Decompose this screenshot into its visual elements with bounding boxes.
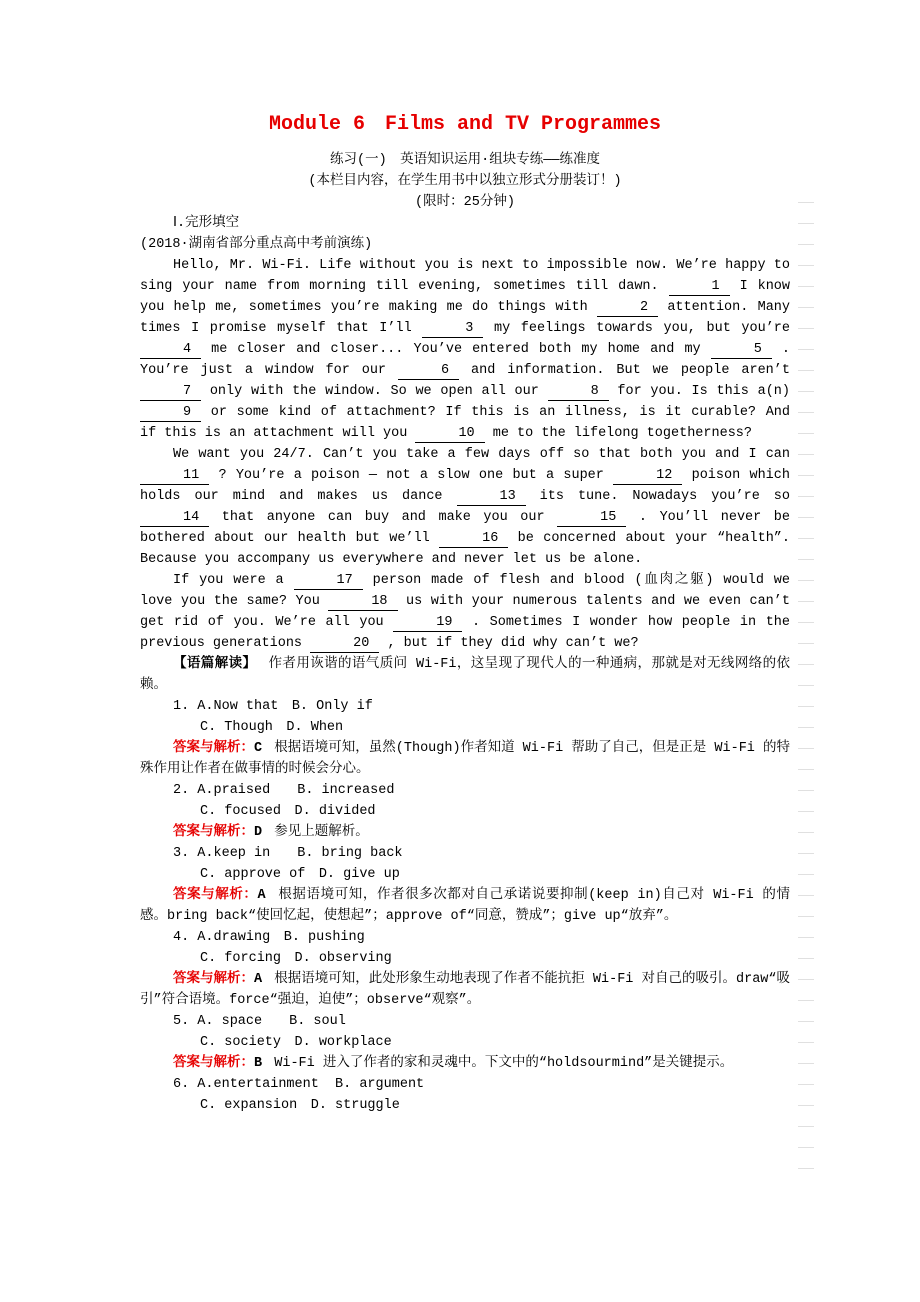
question-3	[140, 843, 790, 927]
scan-artifact-dots	[798, 202, 814, 1187]
question-1-options-cd: C. Though D. When	[200, 720, 344, 735]
cloze-blank: 11	[140, 467, 209, 485]
subtitle-exercise: 练习(一) 英语知识运用·组块专练——练准度	[329, 153, 600, 168]
cloze-blank: 10	[415, 425, 484, 443]
analysis-text: 作者用诙谐的语气质问 Wi-Fi，这呈现了现代人的一种通病，那就是对无线网络的依赖。	[140, 657, 791, 693]
passage-paragraph-3: If you were a 17 person made of flesh and blood (血肉之躯) would we love you the same? You 18 us with your numerous talents and we even can’t get rid of you. We’re all you 19 . Sometimes I wonder how people in the previous generations 20 , but if they did why can’t we?	[140, 573, 791, 651]
section-heading: Ⅰ.完形填空	[173, 216, 240, 231]
cloze-blank: 15	[557, 509, 626, 527]
question-5-options-ab: 5. A. space B. soul	[173, 1014, 346, 1029]
question-1-options-ab: 1. A.Now that B. Only if	[173, 699, 373, 714]
cloze-blank: 19	[393, 614, 462, 632]
cloze-blank: 17	[294, 572, 363, 590]
page-title: Module 6 Films and TV Programmes	[268, 113, 662, 136]
question-3-options-cd: C. approve of D. give up	[200, 867, 400, 882]
answer-letter: B	[254, 1056, 263, 1071]
cloze-blank: 7	[140, 383, 201, 401]
answer-label: 答案与解析：	[173, 1056, 254, 1071]
question-3-answer	[140, 885, 790, 927]
cloze-blank: 13	[457, 488, 526, 506]
question-5-answer	[140, 1053, 790, 1074]
question-6-options-ab: 6. A.entertainment B. argument	[173, 1077, 425, 1092]
question-4-answer	[140, 969, 790, 1011]
question-4-options-cd: C. forcing D. observing	[200, 951, 392, 966]
question-5-options-cd: C. society D. workplace	[200, 1035, 392, 1050]
answer-explanation: 根据语境可知，作者很多次都对自己承诺说要抑制(keep in)自己对 Wi-Fi 的情感。bring back“使回忆起，使想起”；approve of“同意，赞成”；give up“放弃”。	[140, 888, 791, 924]
passage-analysis	[140, 654, 790, 696]
passage-paragraph-2: We want you 24/7. Can’t you take a few days off so that both you and I can 11 ? You’re a poison — not a slow one but a super 12 poison which holds our mind and makes us dance 13 its tune. Nowadays you’re so 14 that anyone can buy and make you our 15 . You’ll never be bothered about our health but we’ll 16 be concerned about your “health”. Because you accompany us everywhere and never let us be alone.	[140, 447, 791, 567]
answer-label: 答案与解析：	[173, 825, 254, 840]
answer-letter: D	[254, 825, 263, 840]
question-1	[140, 696, 790, 780]
time-limit: (限时：25分钟)	[415, 195, 515, 210]
question-6-options-cd: C. expansion D. struggle	[200, 1098, 400, 1113]
answer-explanation: 根据语境可知，虽然(Though)作者知道 Wi-Fi 帮助了自己，但是正是 Wi-Fi 的特殊作用让作者在做事情的时候会分心。	[140, 741, 791, 777]
cloze-blank: 14	[140, 509, 209, 527]
analysis-label: 【语篇解读】	[173, 657, 257, 672]
question-2-options-cd: C. focused D. divided	[200, 804, 376, 819]
cloze-blank: 8	[548, 383, 609, 401]
passage-paragraph-1: Hello, Mr. Wi-Fi. Life without you is next to impossible now. We’re happy to sing your name from morning till evening, sometimes till dawn. 1 I know you help me, sometimes you’re making me do things with 2 attention. Many times I promise myself that I’ll 3 my feelings towards you, but you’re 4 me closer and closer... You’ve entered both my home and my 5 . You’re just a window for our 6 and information. But we people aren’t 7 only with the window. So we open all our 8 for you. Is this a(n) 9 or some kind of attachment? If this is an illness, is it curable? And if this is an attachment will you 10 me to the lifelong togetherness?	[140, 258, 790, 441]
answer-explanation: 根据语境可知，此处形象生动地表现了作者不能抗拒 Wi-Fi 对自己的吸引。draw“吸引”符合语境。force“强迫，迫使”；observe“观察”。	[140, 972, 791, 1008]
question-5	[140, 1011, 790, 1074]
cloze-blank: 3	[422, 320, 483, 338]
source-line: (2018·湖南省部分重点高中考前演练)	[140, 237, 373, 252]
answer-explanation: Wi-Fi 进入了作者的家和灵魂中。下文中的“holdsourmind”是关键提示。	[274, 1056, 734, 1071]
answer-letter: C	[254, 741, 263, 756]
subtitle-note: (本栏目内容，在学生用书中以独立形式分册装订！)	[308, 174, 622, 189]
question-4	[140, 927, 790, 1011]
cloze-blank: 6	[398, 362, 459, 380]
answer-explanation: 参见上题解析。	[274, 825, 369, 840]
question-6	[140, 1074, 790, 1116]
cloze-blank: 9	[140, 404, 201, 422]
cloze-blank: 12	[613, 467, 682, 485]
cloze-blank: 18	[328, 593, 397, 611]
question-2-options-ab: 2. A.praised B. increased	[173, 783, 395, 798]
cloze-passage	[140, 255, 790, 654]
answer-letter: A	[254, 972, 263, 987]
answer-label: 答案与解析：	[173, 972, 255, 987]
cloze-blank: 1	[669, 278, 730, 296]
question-1-answer	[140, 738, 790, 780]
cloze-blank: 4	[140, 341, 201, 359]
question-4-options-ab: 4. A.drawing B. pushing	[173, 930, 365, 945]
cloze-blank: 5	[711, 341, 772, 359]
cloze-blank: 20	[310, 635, 379, 653]
question-3-options-ab: 3. A.keep in B. bring back	[173, 846, 403, 861]
answer-label: 答案与解析：	[173, 888, 258, 903]
answer-letter: A	[257, 888, 266, 903]
question-2-answer	[140, 822, 790, 843]
cloze-blank: 16	[439, 530, 508, 548]
question-2	[140, 780, 790, 843]
cloze-blank: 2	[597, 299, 658, 317]
answer-label: 答案与解析：	[173, 741, 255, 756]
